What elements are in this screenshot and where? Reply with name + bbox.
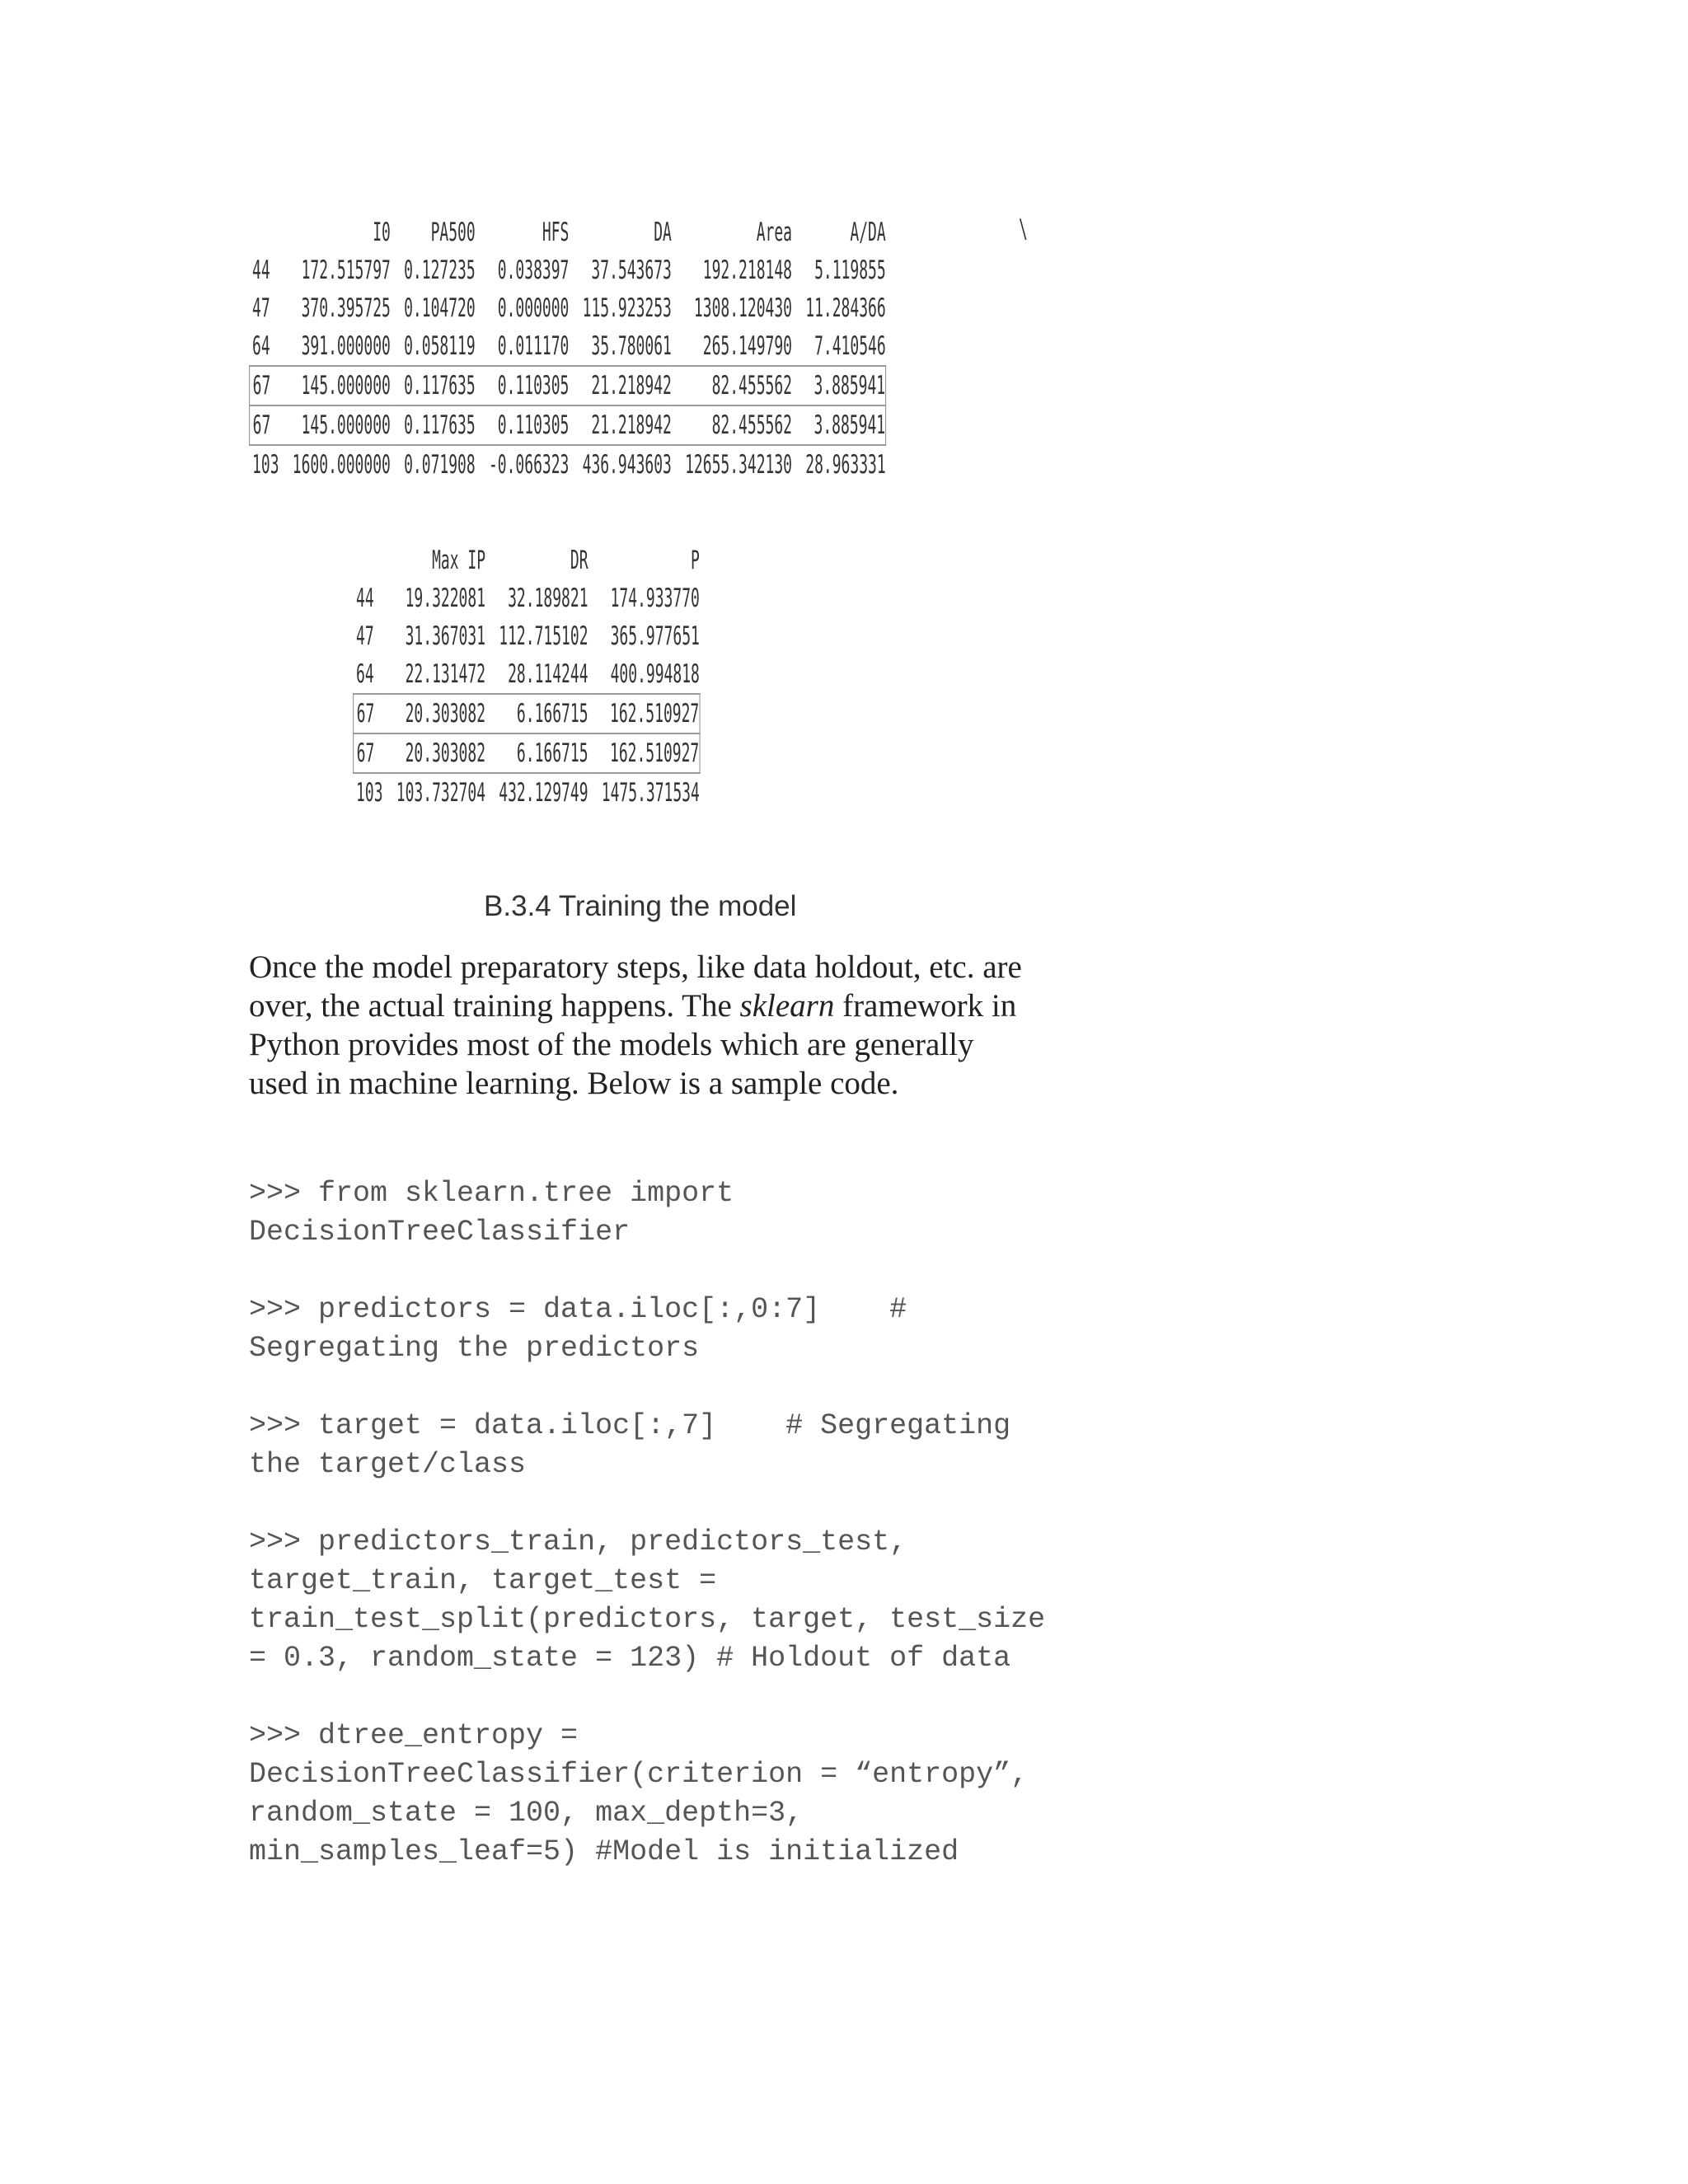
table-cell: 145.000000 xyxy=(279,366,391,405)
table-header-row xyxy=(354,541,700,579)
table-cell: 3.885941 xyxy=(792,405,886,445)
table-cell: 28.114244 xyxy=(508,659,588,689)
table-cell: 0.110305 xyxy=(476,405,570,445)
table-cell: 436.943603 xyxy=(582,450,672,480)
table-cell: 11.284366 xyxy=(805,293,886,323)
code-line: >>> predictors_train, predictors_test, target_train, target_test = train_test_split(predictors, target, test_size = 0.3, random_state = 123) # Holdout of data xyxy=(249,1526,1063,1675)
code-block xyxy=(249,1174,1073,1910)
table-cell: 82.455562 xyxy=(672,405,792,445)
index-header xyxy=(354,541,383,579)
table-cell: 370.395725 xyxy=(301,293,391,323)
table-row xyxy=(354,694,700,733)
row-index: 64 xyxy=(356,659,374,689)
table-cell: 365.977651 xyxy=(610,621,700,651)
table-row xyxy=(250,366,886,405)
table-body xyxy=(354,579,700,812)
column-header: Area xyxy=(756,218,793,247)
dataframe-table-2 xyxy=(353,541,700,812)
body-paragraph xyxy=(249,948,1040,1103)
paragraph-emphasis: sklearn xyxy=(739,988,835,1024)
row-index: 67 xyxy=(354,733,383,773)
table-cell: 1600.000000 xyxy=(292,450,391,480)
table-cell: 162.510927 xyxy=(588,733,700,773)
table-row xyxy=(250,445,886,484)
table-cell: 31.367031 xyxy=(405,621,486,651)
row-index: 67 xyxy=(250,366,279,405)
table-cell: 20.303082 xyxy=(383,733,485,773)
table-cell: 265.149790 xyxy=(702,331,793,361)
table-cell: 0.117635 xyxy=(391,366,476,405)
column-header: Max IP xyxy=(432,546,486,575)
table-cell: 37.543673 xyxy=(591,255,672,285)
table-cell: 1308.120430 xyxy=(693,293,793,323)
table-cell: 7.410546 xyxy=(814,331,886,361)
table-cell: 21.218942 xyxy=(569,366,671,405)
table-cell: 172.515797 xyxy=(301,255,391,285)
table-cell: 6.166715 xyxy=(485,694,588,733)
table-row xyxy=(354,655,700,694)
table-cell: 20.303082 xyxy=(383,694,485,733)
table-cell: 82.455562 xyxy=(672,366,792,405)
table-cell: 0.117635 xyxy=(391,405,476,445)
row-index: 64 xyxy=(252,331,270,361)
table-cell: 174.933770 xyxy=(610,583,700,613)
table-cell: 0.038397 xyxy=(497,255,570,285)
table-cell: 1475.371534 xyxy=(601,778,700,808)
row-index: 103 xyxy=(356,778,383,808)
table-row xyxy=(250,289,886,327)
continuation-mark: \ xyxy=(1019,214,1028,244)
table-cell: 19.322081 xyxy=(405,583,486,613)
table-cell: 145.000000 xyxy=(279,405,391,445)
column-header: P xyxy=(691,546,700,575)
code-line: >>> dtree_entropy = DecisionTreeClassifier(criterion = “entropy”, random_state = 100, max_depth=3, min_samples_leaf=5) #Model is initialized xyxy=(249,1719,1046,1868)
column-header: I0 xyxy=(373,218,391,247)
table-cell: 22.131472 xyxy=(405,659,486,689)
table-cell: -0.066323 xyxy=(488,450,570,480)
column-header: PA500 xyxy=(430,218,476,247)
table-cell: 21.218942 xyxy=(569,405,671,445)
table-cell: 28.963331 xyxy=(805,450,886,480)
row-index: 47 xyxy=(252,293,270,323)
column-header: DR xyxy=(570,546,588,575)
code-line: >>> predictors = data.iloc[:,0:7] # Segregating the predictors xyxy=(249,1293,925,1365)
table-cell: 192.218148 xyxy=(702,255,793,285)
table-cell: 112.715102 xyxy=(499,621,588,651)
table-cell: 0.000000 xyxy=(497,293,570,323)
table-cell: 5.119855 xyxy=(814,255,886,285)
table-header-row xyxy=(250,213,886,251)
row-index: 67 xyxy=(354,694,383,733)
table-cell: 32.189821 xyxy=(508,583,588,613)
code-line: >>> from sklearn.tree import DecisionTreeClassifier xyxy=(249,1177,752,1249)
column-header: A/DA xyxy=(850,218,886,247)
table-cell: 35.780061 xyxy=(591,331,672,361)
table-cell: 0.104720 xyxy=(404,293,476,323)
table-row xyxy=(354,579,700,617)
dataframe-table-1 xyxy=(249,213,886,484)
index-header xyxy=(250,213,279,251)
row-index: 67 xyxy=(250,405,279,445)
table-body xyxy=(250,251,886,484)
table-row xyxy=(354,733,700,773)
column-header: DA xyxy=(654,218,672,247)
table-cell: 0.011170 xyxy=(497,331,570,361)
paragraph-text: framework in Python provides most of the models which are generally used in machine learning. Below is a sample code. xyxy=(249,988,1017,1101)
table-row xyxy=(250,327,886,366)
table-cell: 0.127235 xyxy=(404,255,476,285)
table-row xyxy=(250,405,886,445)
table-cell: 432.129749 xyxy=(499,778,588,808)
table-cell: 115.923253 xyxy=(582,293,672,323)
section-heading: B.3.4 Training the model xyxy=(484,890,797,922)
code-line: >>> target = data.iloc[:,7] # Segregating the target/class xyxy=(249,1409,1029,1481)
table-row xyxy=(354,617,700,655)
table-cell: 103.732704 xyxy=(396,778,486,808)
table-cell: 12655.342130 xyxy=(685,450,793,480)
table-row xyxy=(250,251,886,289)
table-cell: 0.071908 xyxy=(404,450,476,480)
column-header: HFS xyxy=(542,218,570,247)
table-cell: 400.994818 xyxy=(610,659,700,689)
table-cell: 6.166715 xyxy=(485,733,588,773)
row-index: 103 xyxy=(252,450,279,480)
table-cell: 0.058119 xyxy=(404,331,476,361)
row-index: 44 xyxy=(356,583,374,613)
paragraph-text: Once the model preparatory steps, like data holdout, etc. are over, the actual training happens. The xyxy=(249,949,1022,1024)
row-index: 47 xyxy=(356,621,374,651)
table-cell: 3.885941 xyxy=(792,366,886,405)
table-cell: 162.510927 xyxy=(588,694,700,733)
table-cell: 391.000000 xyxy=(301,331,391,361)
row-index: 44 xyxy=(252,255,270,285)
table-cell: 0.110305 xyxy=(476,366,570,405)
table-row xyxy=(354,773,700,812)
